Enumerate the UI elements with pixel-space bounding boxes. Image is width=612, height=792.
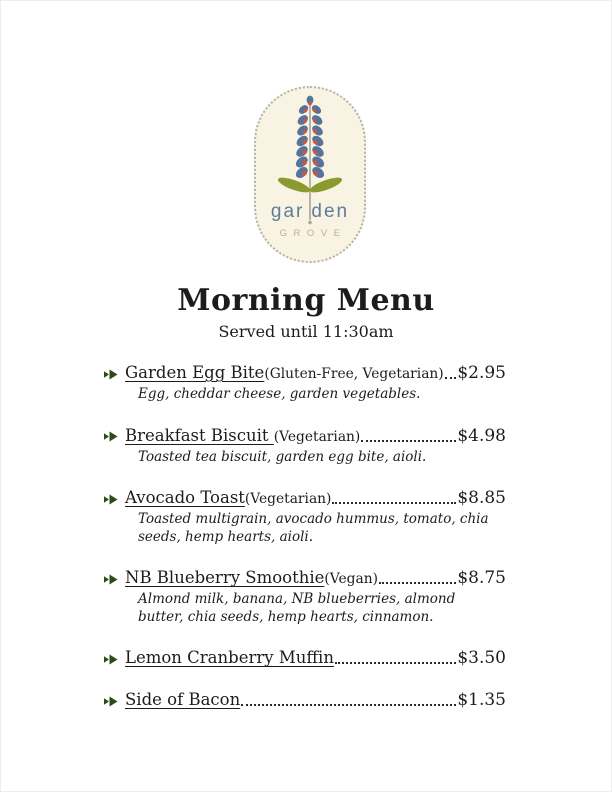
arrow-bullet-icon xyxy=(104,654,118,665)
page-title: Morning Menu xyxy=(177,283,435,318)
item-price: $2.95 xyxy=(457,363,506,383)
menu-item-avocado-toast xyxy=(104,488,506,546)
dot-leader xyxy=(445,377,457,379)
item-name: NB Blueberry Smoothie xyxy=(125,568,325,588)
dot-leader xyxy=(361,440,456,442)
menu-item-side-of-bacon xyxy=(104,690,506,710)
arrow-bullet-icon xyxy=(104,696,118,707)
item-description: Toasted tea biscuit, garden egg bite, aioli. xyxy=(138,448,427,465)
arrow-bullet-icon xyxy=(104,431,118,442)
lupine-flower-icon xyxy=(254,86,366,246)
arrow-bullet-icon xyxy=(104,574,118,585)
item-name: Garden Egg Bite xyxy=(125,363,265,382)
logo-wordmark-grove: GROVE xyxy=(279,228,347,239)
item-description: Toasted multigrain, avocado hummus, tomato, chia seeds, hemp hearts, aioli. xyxy=(138,511,489,545)
menu-item-line xyxy=(104,488,506,508)
item-name: Breakfast Biscuit xyxy=(125,425,274,445)
menu-item-line xyxy=(104,363,506,383)
menu-item-breakfast-biscuit xyxy=(104,426,506,467)
arrow-bullet-icon xyxy=(104,494,118,505)
garden-grove-logo xyxy=(254,86,366,263)
item-dietary-tag: (Vegetarian) xyxy=(273,428,361,445)
item-name: Lemon Cranberry Muffin xyxy=(125,648,334,668)
item-description: Egg, cheddar cheese, garden vegetables. xyxy=(138,386,421,402)
item-name: Avocado Toast xyxy=(125,488,245,508)
item-description: Almond milk, banana, NB blueberries, almond butter, chia seeds, hemp hearts, cinnamon. xyxy=(138,591,456,625)
dot-leader xyxy=(332,502,456,504)
menu-item-line xyxy=(104,568,506,588)
page-subtitle: Served until 11:30am xyxy=(218,322,394,341)
item-dietary-tag: (Vegan) xyxy=(324,571,378,588)
item-price: $8.85 xyxy=(457,488,506,509)
menu-item-list xyxy=(104,363,506,732)
menu-item-line xyxy=(104,648,506,668)
item-dietary-tag: (Vegetarian) xyxy=(244,491,332,508)
dot-leader xyxy=(335,662,456,664)
menu-item-nb-blueberry-smoothie xyxy=(104,568,506,626)
item-price: $4.98 xyxy=(457,425,506,446)
logo-word-gar: gar xyxy=(270,201,305,222)
item-price: $1.35 xyxy=(457,690,506,711)
logo-wordmark-garden xyxy=(256,202,364,221)
item-price: $3.50 xyxy=(457,648,506,669)
menu-item-line xyxy=(104,426,506,446)
logo-word-den: den xyxy=(311,201,350,222)
menu-item-lemon-cranberry-muffin xyxy=(104,648,506,668)
item-dietary-tag: (Gluten-Free, Vegetarian) xyxy=(264,366,444,382)
item-price: $8.75 xyxy=(457,568,506,589)
dot-leader xyxy=(379,582,456,584)
menu-item-garden-egg-bite xyxy=(104,363,506,404)
dot-leader xyxy=(241,704,456,706)
arrow-bullet-icon xyxy=(104,369,118,380)
item-name: Side of Bacon xyxy=(125,690,241,710)
menu-item-line xyxy=(104,690,506,710)
